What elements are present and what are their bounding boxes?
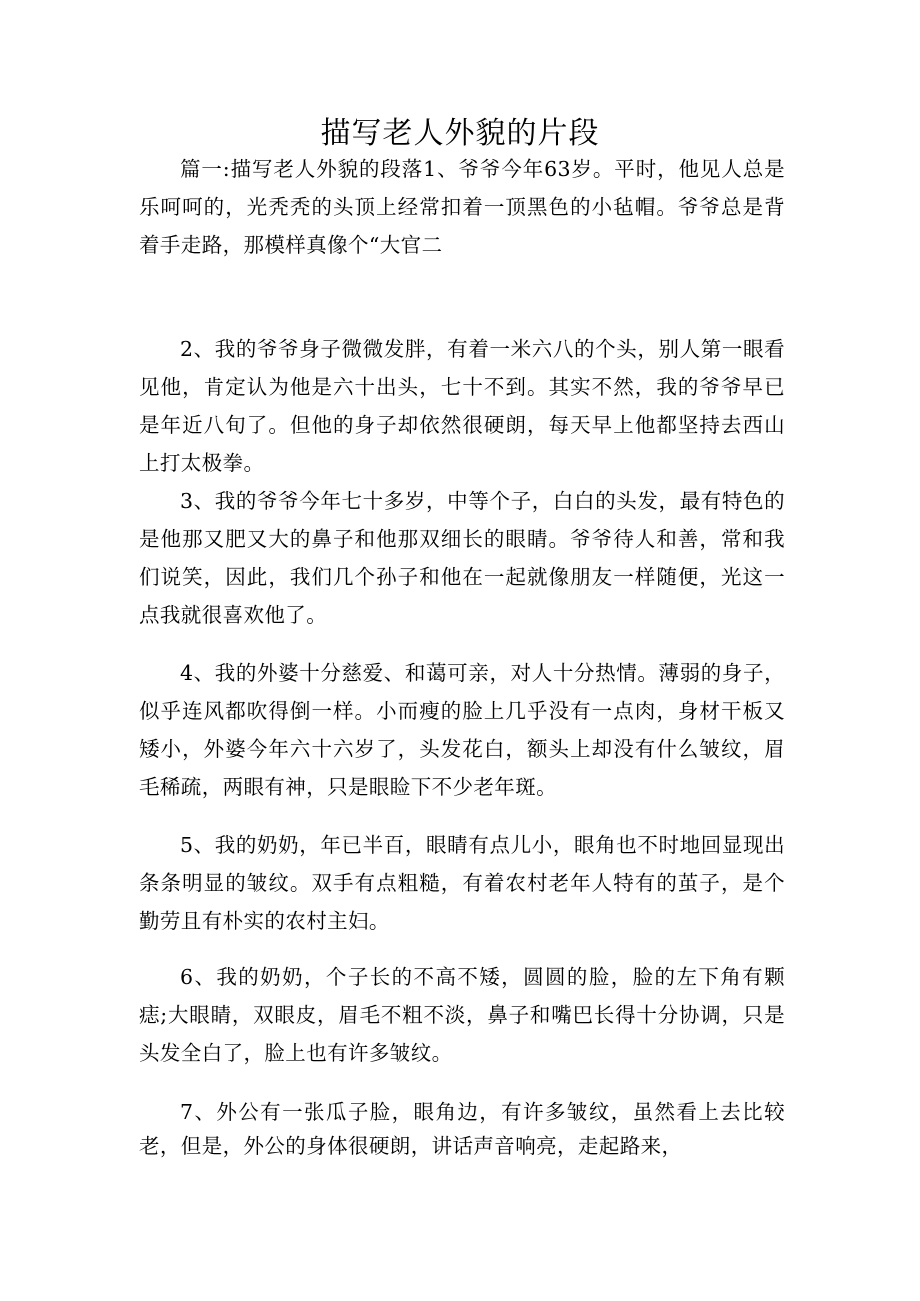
paragraph-6: 6、我的奶奶，个子长的不高不矮，圆圆的脸，脸的左下角有颗痣;大眼睛，双眼皮，眉毛不粗不淡，鼻子和嘴巴长得十分协调，只是头发全白了，脸上也有许多皱纹。 [139,965,785,1065]
paragraph-4: 4、我的外婆十分慈爱、和蔼可亲，对人十分热情。薄弱的身子，似乎连风都吹得倒一样。小而瘦的脸上几乎没有一点肉，身材干板又矮小，外婆今年六十六岁了，头发花白，额头上却没有什么皱纹，眉毛稀疏，两眼有神，只是眼睑下不少老年斑。 [139,661,785,799]
paragraph-7: 7、外公有一张瓜子脸，眼角边，有许多皱纹，虽然看上去比较老，但是，外公的身体很硬朗，讲话声音响亮，走起路来， [139,1100,785,1158]
document-title: 描写老人外貌的片段 [320,116,600,151]
paragraph-3: 3、我的爷爷今年七十多岁，中等个子，白白的头发，最有特色的是他那又肥又大的鼻子和他那双细长的眼睛。爷爷待人和善，常和我们说笑，因此，我们几个孙子和他在一起就像朋友一样随便，光这一点我就很喜欢他了。 [139,489,785,627]
paragraph-5: 5、我的奶奶，年已半百，眼睛有点儿小，眼角也不时地回显现出条条明显的皱纹。双手有点粗糙，有着农村老年人特有的茧子，是个勤劳且有朴实的农村主妇。 [139,833,785,933]
paragraph-1: 篇一:描写老人外貌的段落1、爷爷今年63岁。平时，他见人总是乐呵呵的，光秃秃的头顶上经常扣着一顶黑色的小毡帽。爷爷总是背着手走路，那模样真像个“大官二 [139,157,785,257]
paragraph-2: 2、我的爷爷身子微微发胖，有着一米六八的个头，别人第一眼看见他，肯定认为他是六十出头，七十不到。其实不然，我的爷爷早已是年近八旬了。但他的身子却依然很硬朗，每天早上他都坚持去西山上打太极拳。 [139,337,785,475]
